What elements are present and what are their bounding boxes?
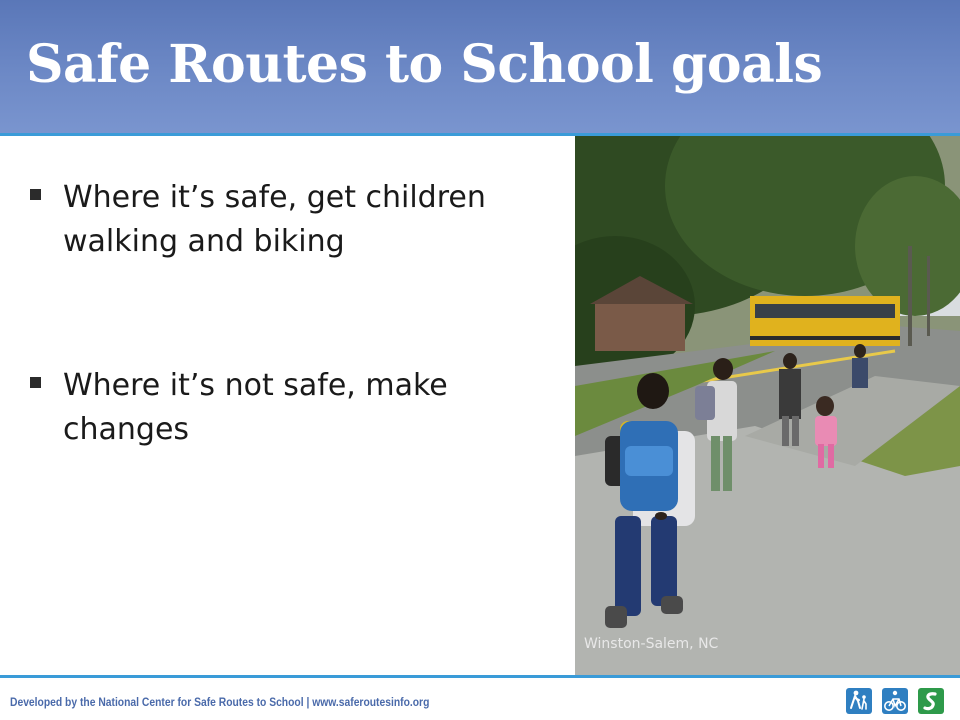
- bicycle-icon: [882, 688, 908, 714]
- srts-logo-icon: [918, 688, 944, 714]
- bullet-text: Where it’s not safe, make changes: [63, 368, 448, 447]
- bullet-marker: [30, 377, 41, 388]
- bullet-item: [30, 364, 550, 452]
- walking-icon: [846, 688, 872, 714]
- slide-title: Safe Routes to School goals: [26, 34, 823, 95]
- bullet-marker: [30, 189, 41, 200]
- bullet-item: [30, 176, 550, 264]
- photo-caption: Winston-Salem, NC: [584, 636, 719, 652]
- footer-bar: [0, 678, 960, 720]
- bullet-list: [0, 136, 575, 676]
- bullet-text: Where it’s safe, get children walking and biking: [63, 180, 486, 259]
- footer-credit: Developed by the National Center for Safe Routes to School | www.saferoutesinfo.org: [10, 695, 430, 709]
- school-walk-photo: [575, 136, 960, 676]
